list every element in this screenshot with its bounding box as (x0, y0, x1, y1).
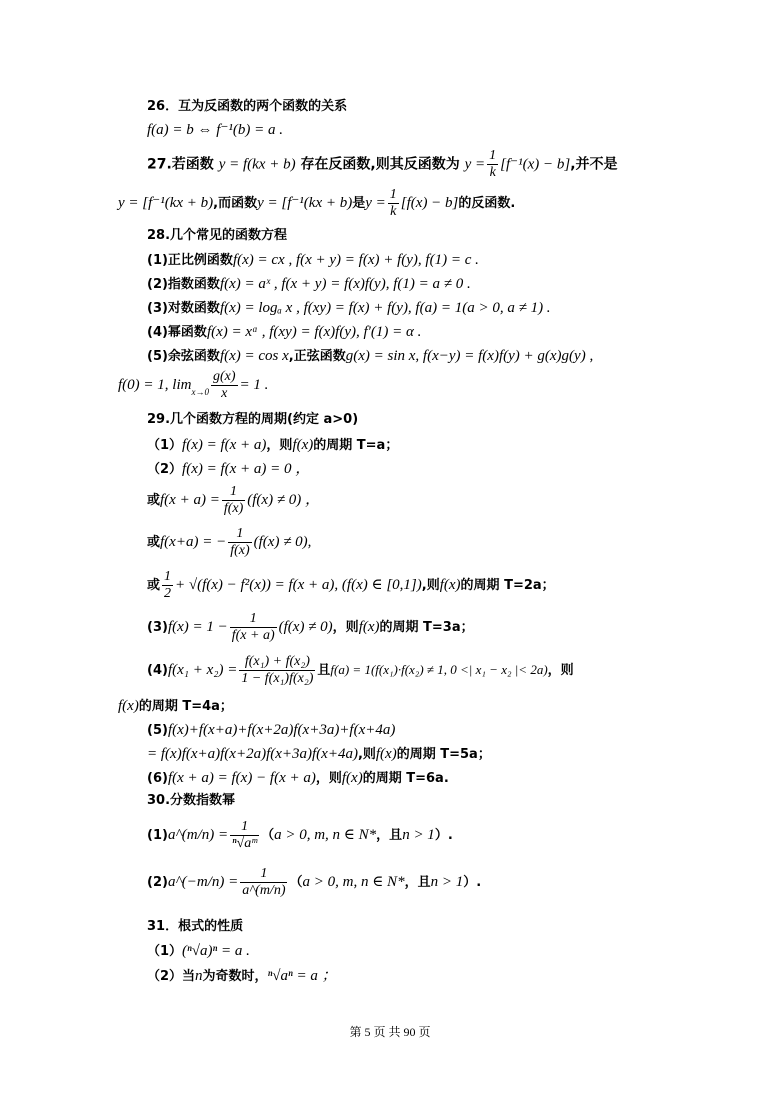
section-29-item-2-or-1: 或f(x + a) = $\frac{1}{f(x)}$ (f(x) ≠ 0) ， (147, 484, 321, 516)
section-30-item-2: (2)a^(−m/n) = $\frac{1}{a\^{}(m/n)}$ （a > 0, m, n ∈ N*，且n > 1）. (147, 866, 482, 898)
section-27-line2: y = [f⁻¹(kx + b),而函数y = [f⁻¹(kx + b)是y = $\frac{1}{k}$ [f(x) − b]的反函数. (118, 187, 516, 219)
section-28-item-2: (2)指数函数f(x) = aˣ , f(x + y) = f(x)f(y), f(1) = a ≠ 0 . (147, 276, 471, 292)
section-28-item-5-cont: f(0) = 1, $\lim_{x\to 0}$ $\frac{g(x)}{x}$ = 1 . (118, 369, 269, 401)
section-31-item-1: （1）(ⁿ√a)ⁿ = a . (147, 943, 250, 959)
section-30-heading: 30.分数指数幂 (147, 793, 236, 808)
section-26-heading: 26．互为反函数的两个函数的关系 (147, 99, 348, 114)
fraction: $\frac{\text{f(x₁) + f(x₂)}}{\text{1 − f(x₁)f(x₂)}}$ (241, 654, 314, 686)
section-31-item-2: （2）当n为奇数时，ⁿ√aⁿ = a ； (147, 968, 337, 984)
page-footer: 第 5 页 共 90 页 (349, 1025, 431, 1039)
fraction: $\frac{1}{k}$ (489, 148, 497, 180)
fraction: $\frac{1}{f(x + a)}$ (231, 611, 275, 643)
fraction: $\frac{1}{f(x)}$ (223, 484, 244, 516)
section-29-item-2: （2）f(x) = f(x + a) = 0 ， (147, 461, 311, 477)
section-29-item-4-cont: f(x)的周期 T=4a； (118, 698, 233, 714)
section-29-item-6: (6)f(x + a) = f(x) − f(x + a)，则f(x)的周期 T=6a. (147, 770, 449, 786)
section-29-item-1: （1）f(x) = f(x + a)，则f(x)的周期 T=a； (147, 437, 399, 453)
section-29-item-2-or-3: 或 $\frac{1}{2}$ + √(f(x) − f²(x)) = f(x + a), (f(x) ∈ [0,1]),则f(x)的周期 T=2a； (147, 569, 555, 601)
section-28-item-4: (4)幂函数f(x) = xᵅ , f(xy) = f(x)f(y), f′(1) = α . (147, 324, 422, 340)
section-26-formula: f(a) = b ⇔ f⁻¹(b) = a . (147, 122, 283, 138)
section-31-heading: 31．根式的性质 (147, 919, 244, 934)
section-30-item-1: (1)a^(m/n) = $\frac{1}{\text{ⁿ√aᵐ}}$ （a > 0, m, n ∈ N*，且n > 1）. (147, 819, 453, 851)
fraction: $\frac{g(x)}{x}$ (212, 369, 236, 401)
section-28-item-1: (1)正比例函数f(x) = cx , f(x + y) = f(x) + f(y), f(1) = c . (147, 252, 479, 268)
fraction: $\frac{1}{a\^{}(m/n)}$ (242, 866, 286, 898)
section-28-item-5: (5)余弦函数f(x) = cos x,正弦函数g(x) = sin x, f(x−y) = f(x)f(y) + g(x)g(y) , (147, 348, 594, 364)
fraction: $\frac{1}{k}$ (389, 187, 397, 219)
section-29-heading: 29.几个函数方程的周期(约定 a>0) (147, 412, 359, 427)
section-27-line1: 27.若函数 y = f(kx + b) 存在反函数,则其反函数为 y = $\frac{1}{k}$ [f⁻¹(x) − b],并不是 (147, 148, 618, 180)
section-29-item-5: (5)f(x)+f(x+a)+f(x+2a)f(x+3a)+f(x+4a) (147, 722, 396, 738)
section-29-item-2-or-2: 或f(x+a) = − $\frac{1}{f(x)}$ (f(x) ≠ 0), (147, 526, 312, 558)
fraction: $\frac{1}{\text{ⁿ√aᵐ}}$ (232, 819, 258, 851)
fraction: $\frac{1}{2}$ (164, 569, 172, 601)
section-28-item-3: (3)对数函数f(x) = logₐ x , f(xy) = f(x) + f(y), f(a) = 1(a > 0, a ≠ 1) . (147, 300, 551, 316)
section-29-item-4: (4)f(x₁ + x₂) = $\frac{\text{f(x₁) + f(x₂)}}{\text{1 − f(x₁)f(x₂)}}$ 且f(a) = 1(f(x₁)·f(x₂) ≠ 1, 0 <| x₁ − x₂ |< 2a)，则 (147, 654, 574, 686)
section-28-heading: 28.几个常见的函数方程 (147, 228, 288, 243)
fraction: $\frac{1}{f(x)}$ (230, 526, 250, 558)
section-29-item-3: (3)f(x) = 1 − $\frac{1}{f(x + a)}$ (f(x) ≠ 0)，则f(x)的周期 T=3a； (147, 611, 474, 643)
section-29-item-5-cont: = f(x)f(x+a)f(x+2a)f(x+3a)f(x+4a),则f(x)的周期 T=5a； (147, 746, 491, 762)
